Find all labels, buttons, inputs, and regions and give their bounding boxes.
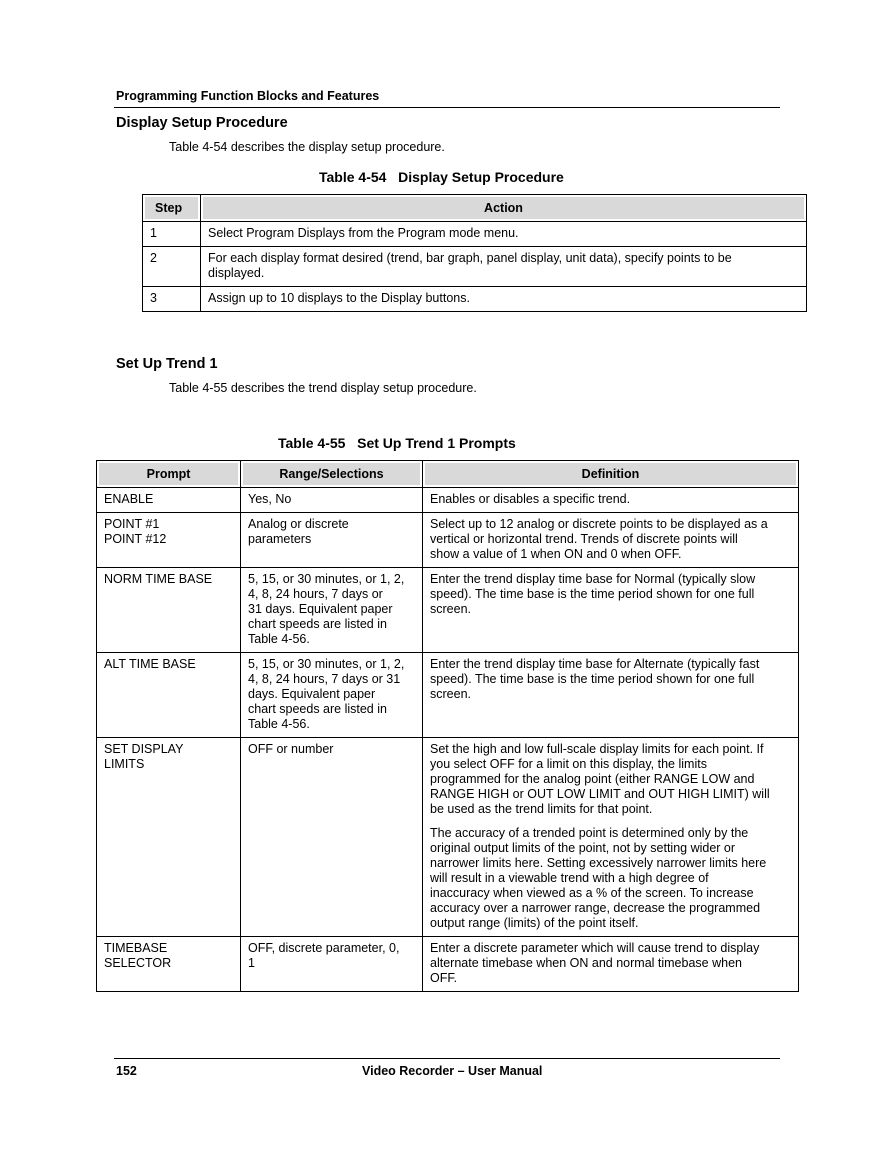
range-text-line: Table 4-56. <box>248 717 310 731</box>
prompt-text-line: SET DISPLAY <box>104 742 184 756</box>
action-cell: Assign up to 10 displays to the Display buttons. <box>201 287 807 312</box>
definition-paragraph <box>430 492 792 507</box>
definition-text-line: OFF. <box>430 971 458 985</box>
definition-cell <box>423 738 799 937</box>
table-row <box>143 247 807 287</box>
range-text-line: Yes, No <box>248 492 292 506</box>
prompt-cell <box>97 937 241 992</box>
intro-text-display-setup: Table 4-54 describes the display setup procedure. <box>169 140 445 154</box>
step-cell: 1 <box>143 222 201 247</box>
definition-cell <box>423 488 799 513</box>
prompt-cell <box>97 488 241 513</box>
action-cell <box>201 247 807 287</box>
prompt-text-line: POINT #12 <box>104 532 167 546</box>
section-heading-display-setup: Display Setup Procedure <box>116 115 288 131</box>
definition-text-line: Enter the trend display time base for Alternate (typically fast <box>430 657 760 671</box>
definition-text-line: speed). The time base is the time period shown for one full <box>430 587 755 601</box>
range-text-line: OFF or number <box>248 742 334 756</box>
range-text-line: Analog or discrete <box>248 517 349 531</box>
definition-text-line: Enter the trend display time base for Normal (typically slow <box>430 572 756 586</box>
range-text-line: 4, 8, 24 hours, 7 days or 31 <box>248 672 401 686</box>
range-text-line: days. Equivalent paper <box>248 687 376 701</box>
section-heading-set-up-trend: Set Up Trend 1 <box>116 356 218 372</box>
table-header-row <box>143 195 807 222</box>
prompt-cell <box>97 568 241 653</box>
table-row <box>97 738 799 937</box>
definition-cell <box>423 513 799 568</box>
range-text-line: 31 days. Equivalent paper <box>248 602 393 616</box>
definition-text-line: inaccuracy when viewed as a % of the screen. To increase <box>430 886 754 900</box>
prompt-text-line: ENABLE <box>104 492 154 506</box>
range-text-line: Table 4-56. <box>248 632 310 646</box>
column-header-step: Step <box>143 195 201 222</box>
definition-paragraph <box>430 657 792 702</box>
table-row <box>143 222 807 247</box>
range-text-line: 4, 8, 24 hours, 7 days or <box>248 587 383 601</box>
range-text-line: parameters <box>248 532 312 546</box>
definition-text-line: Enables or disables a specific trend. <box>430 492 631 506</box>
table-caption-4-54: Table 4-54 Display Setup Procedure <box>319 169 564 185</box>
definition-paragraph <box>430 826 792 931</box>
range-text-line: chart speeds are listed in <box>248 702 387 716</box>
definition-text-line: will result in a viewable trend with a high degree of <box>430 871 709 885</box>
definition-text-line: The accuracy of a trended point is determined only by the <box>430 826 749 840</box>
definition-text-line: RANGE HIGH or OUT LOW LIMIT and OUT HIGH LIMIT) will <box>430 787 770 801</box>
action-text-line: For each display format desired (trend, bar graph, panel display, unit data), specify points to be <box>208 251 732 265</box>
definition-text-line: accuracy over a narrower range, decrease the programmed <box>430 901 761 915</box>
prompt-text-line: ALT TIME BASE <box>104 657 196 671</box>
definition-text-line: programmed for the analog point (either RANGE LOW and <box>430 772 755 786</box>
range-text-line: chart speeds are listed in <box>248 617 387 631</box>
intro-text-trend: Table 4-55 describes the trend display setup procedure. <box>169 381 477 395</box>
prompt-cell <box>97 738 241 937</box>
definition-text-line: screen. <box>430 602 471 616</box>
page-number: 152 <box>116 1064 137 1078</box>
prompt-text-line: NORM TIME BASE <box>104 572 213 586</box>
footer-rule <box>114 1058 780 1059</box>
range-cell <box>241 513 423 568</box>
action-cell: Select Program Displays from the Program mode menu. <box>201 222 807 247</box>
table-caption-4-55: Table 4-55 Set Up Trend 1 Prompts <box>278 435 516 451</box>
definition-paragraph <box>430 941 792 986</box>
column-header-prompt: Prompt <box>97 461 241 488</box>
definition-paragraph <box>430 517 792 562</box>
prompt-text-line: POINT #1 <box>104 517 160 531</box>
table-row <box>143 287 807 312</box>
definition-text-line: screen. <box>430 687 471 701</box>
definition-paragraph <box>430 742 792 817</box>
definition-text-line: alternate timebase when ON and normal timebase when <box>430 956 742 970</box>
definition-cell <box>423 937 799 992</box>
table-row <box>97 568 799 653</box>
definition-text-line: vertical or horizontal trend. Trends of discrete points will <box>430 532 738 546</box>
display-setup-table <box>142 194 807 312</box>
table-row <box>97 488 799 513</box>
definition-paragraph <box>430 572 792 617</box>
trend-prompts-table <box>96 460 799 992</box>
table-row <box>97 653 799 738</box>
prompt-cell <box>97 513 241 568</box>
range-cell <box>241 568 423 653</box>
range-text-line: 5, 15, or 30 minutes, or 1, 2, <box>248 657 405 671</box>
definition-text-line: be used as the trend limits for that point. <box>430 802 653 816</box>
table-row <box>97 513 799 568</box>
range-text-line: OFF, discrete parameter, 0, <box>248 941 400 955</box>
range-text-line: 5, 15, or 30 minutes, or 1, 2, <box>248 572 405 586</box>
definition-text-line: Select up to 12 analog or discrete points to be displayed as a <box>430 517 768 531</box>
definition-text-line: output range (limits) of the point itself. <box>430 916 639 930</box>
prompt-cell <box>97 653 241 738</box>
running-header: Programming Function Blocks and Features <box>116 89 380 103</box>
column-header-range: Range/Selections <box>241 461 423 488</box>
table-header-row <box>97 461 799 488</box>
step-cell: 3 <box>143 287 201 312</box>
manual-title: Video Recorder – User Manual <box>362 1064 543 1078</box>
action-text-line: displayed. <box>208 266 265 280</box>
prompt-text-line: LIMITS <box>104 757 145 771</box>
header-rule <box>114 107 780 108</box>
column-header-definition: Definition <box>423 461 799 488</box>
range-cell <box>241 653 423 738</box>
range-cell <box>241 488 423 513</box>
column-header-action: Action <box>201 195 807 222</box>
range-cell <box>241 738 423 937</box>
definition-cell <box>423 653 799 738</box>
definition-text-line: show a value of 1 when ON and 0 when OFF. <box>430 547 682 561</box>
definition-text-line: Enter a discrete parameter which will cause trend to display <box>430 941 760 955</box>
range-text-line: 1 <box>248 956 255 970</box>
definition-text-line: speed). The time base is the time period shown for one full <box>430 672 755 686</box>
definition-cell <box>423 568 799 653</box>
table-row <box>97 937 799 992</box>
prompt-text-line: SELECTOR <box>104 956 172 970</box>
definition-text-line: narrower limits here. Setting excessively narrower limits here <box>430 856 767 870</box>
definition-text-line: original output limits of the point, not by setting wider or <box>430 841 736 855</box>
step-cell: 2 <box>143 247 201 287</box>
prompt-text-line: TIMEBASE <box>104 941 168 955</box>
definition-text-line: Set the high and low full-scale display limits for each point. If <box>430 742 764 756</box>
definition-text-line: you select OFF for a limit on this display, the limits <box>430 757 707 771</box>
range-cell <box>241 937 423 992</box>
